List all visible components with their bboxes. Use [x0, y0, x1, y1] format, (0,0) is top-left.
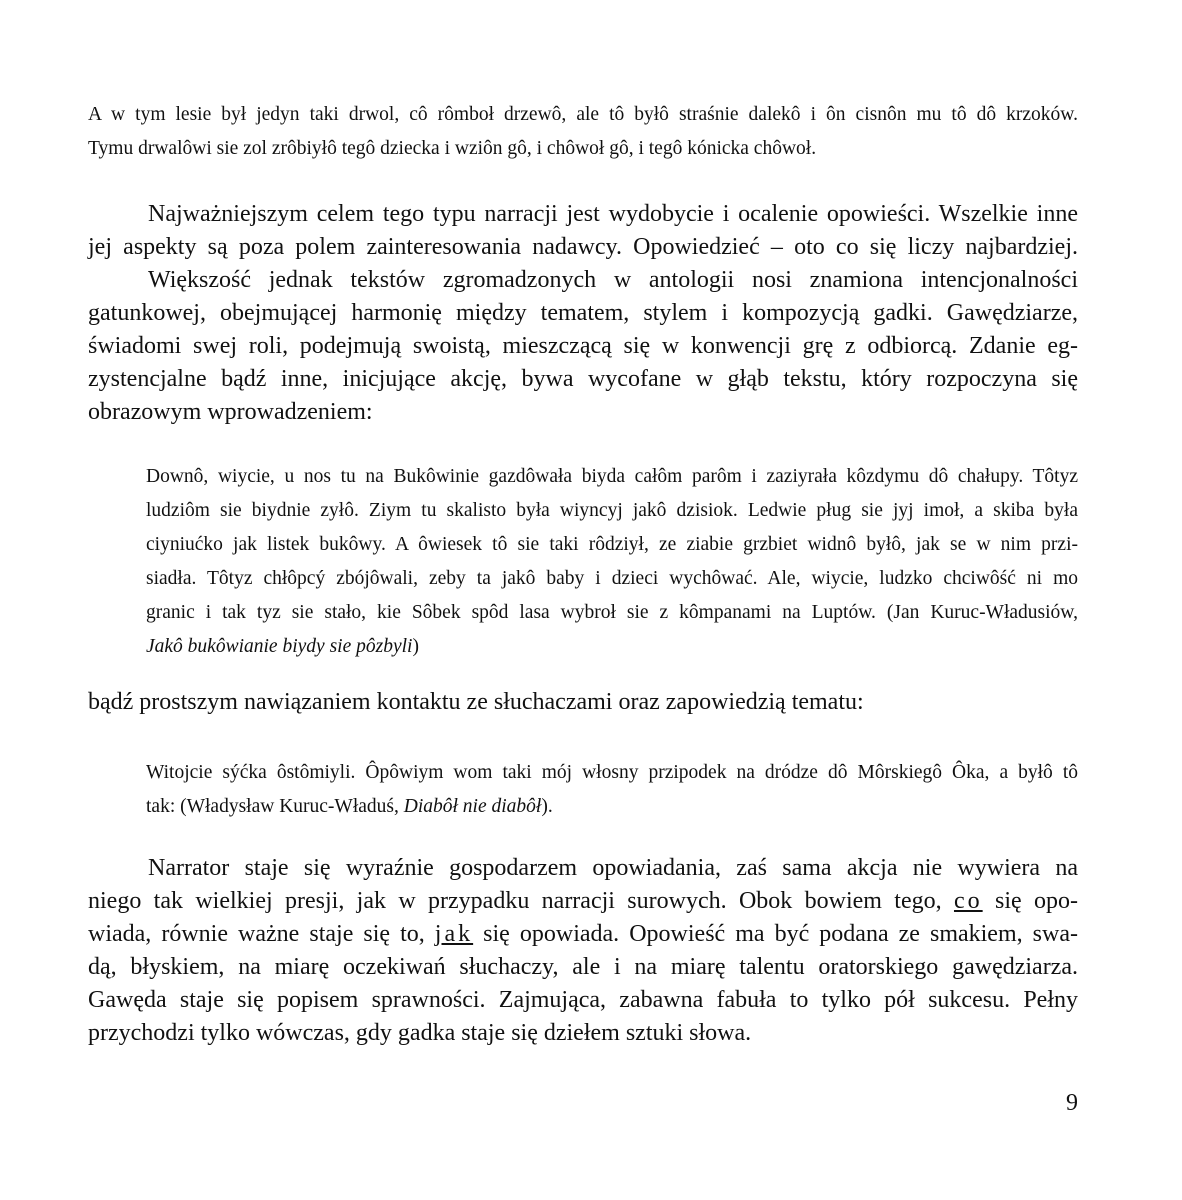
paragraph-1 [88, 198, 1078, 429]
source-suffix: ). [541, 796, 553, 817]
source-close: ) [412, 636, 419, 657]
page-number: 9 [1066, 1090, 1078, 1116]
quote-block-2 [146, 460, 1078, 664]
quote-line: Downô, wiycie, u nos tu na Bukôwinie gazdôwała biyda całôm parôm i zaziyrała kôzdymu dô chałupy. Tôtyz [146, 466, 1078, 487]
paragraph-line: zystencjalne bądź inne, inicjujące akcję, bywa wycofane w głąb tekstu, który rozpoczyna się [88, 366, 1078, 392]
emphasis-co: co [953, 888, 983, 914]
paragraph-line: Większość jednak tekstów zgromadzonych w antologii nosi znamiona intencjonalności [148, 267, 1078, 293]
quote-line: Tymu drwalôwi sie zol zrôbiyłô tegô dziecka i wziôn gô, i chôwoł gô, i tegô kónicka chôwoł. [88, 138, 817, 159]
quote-block-3 [146, 756, 1078, 824]
paragraph-line: Gawęda staje się popisem sprawności. Zajmująca, zabawna fabuła to tylko pół sukcesu. Pełny [88, 987, 1078, 1013]
quote-line [146, 630, 1078, 664]
paragraph-line: gatunkowej, obejmującej harmonię między tematem, stylem i kompozycją gadki. Gawędziarze, [88, 300, 1078, 326]
emphasis-jak: jak [434, 921, 474, 947]
paragraph-line [88, 885, 1078, 918]
paragraph-line: świadomi swej roli, podejmują swoistą, mieszczącą się w konwencji grę z odbiorcą. Zdanie eg- [88, 333, 1078, 359]
text-run: niego tak wielkiej presji, jak w przypadku narracji surowych. Obok bowiem tego, [88, 888, 954, 914]
text-run: się opo- [982, 888, 1078, 914]
text-run: wiada, równie ważne staje się to, [88, 921, 435, 947]
quote-line: A w tym lesie był jedyn taki drwol, cô rômboł drzewô, ale tô byłô straśnie dalekô i ôn cisnôn mu tô dô krzoków. [88, 104, 1078, 125]
quote-line: ludziôm sie biydnie zyłô. Ziym tu skalisto była wiyncyj jakô dzisiok. Ledwie pług sie jyj imoł, a skiba była [146, 500, 1078, 521]
quote-line: ciyniućko jak listek bukôwy. A ôwiesek tô sie taki rôdziył, ze ziabie grzbiet widnô byłô, jak se w nim przi- [146, 534, 1078, 555]
paragraph-line: obrazowym wprowadzeniem: [88, 399, 373, 425]
quote-line [146, 790, 1078, 824]
paragraph-line: jej aspekty są poza polem zainteresowania nadawcy. Opowiedzieć – oto co się liczy najbardziej. [88, 234, 1078, 260]
source-prefix: tak: (Władysław Kuruc-Właduś, [146, 796, 404, 817]
paragraph-3 [88, 852, 1078, 1050]
quote-block-1 [88, 98, 1078, 166]
quote-line: granic i tak tyz sie stało, kie Sôbek spôd lasa wybroł sie z kômpanami na Luptów. (Jan Kuruc-Władusiów, [146, 602, 1078, 623]
paragraph-line: Najważniejszym celem tego typu narracji jest wydobycie i ocalenie opowieści. Wszelkie inne [148, 201, 1078, 227]
source-title: Jakô bukôwianie biydy sie pôzbyli [146, 636, 413, 657]
paragraph-line: dą, błyskiem, na miarę oczekiwań słuchaczy, ale i na miarę talentu oratorskiego gawędziarza. [88, 954, 1078, 980]
paragraph-line: przychodzi tylko wówczas, gdy gadka staje się dziełem sztuki słowa. [88, 1020, 752, 1046]
quote-line: siadła. Tôtyz chłôpcý zbójôwali, zeby ta jakô baby i dzieci wychôwać. Ale, wiycie, ludzko chciwôść ni mo [146, 568, 1078, 589]
paragraph-line: Narrator staje się wyraźnie gospodarzem opowiadania, zaś sama akcja nie wywiera na [148, 855, 1078, 881]
paragraph-line [88, 918, 1078, 951]
text-run: się opowiada. Opowieść ma być podana ze smakiem, swa- [473, 921, 1078, 947]
paragraph-2 [88, 686, 1078, 719]
quote-line: Witojcie sýćka ôstômiyli. Ôpôwiym wom taki mój włosny przipodek na dródze dô Môrskiegô Ôka, a byłô tô [146, 762, 1078, 783]
source-title: Diabôł nie diabôł [403, 796, 542, 817]
paragraph-line: bądź prostszym nawiązaniem kontaktu ze słuchaczami oraz zapowiedzią tematu: [88, 689, 864, 715]
